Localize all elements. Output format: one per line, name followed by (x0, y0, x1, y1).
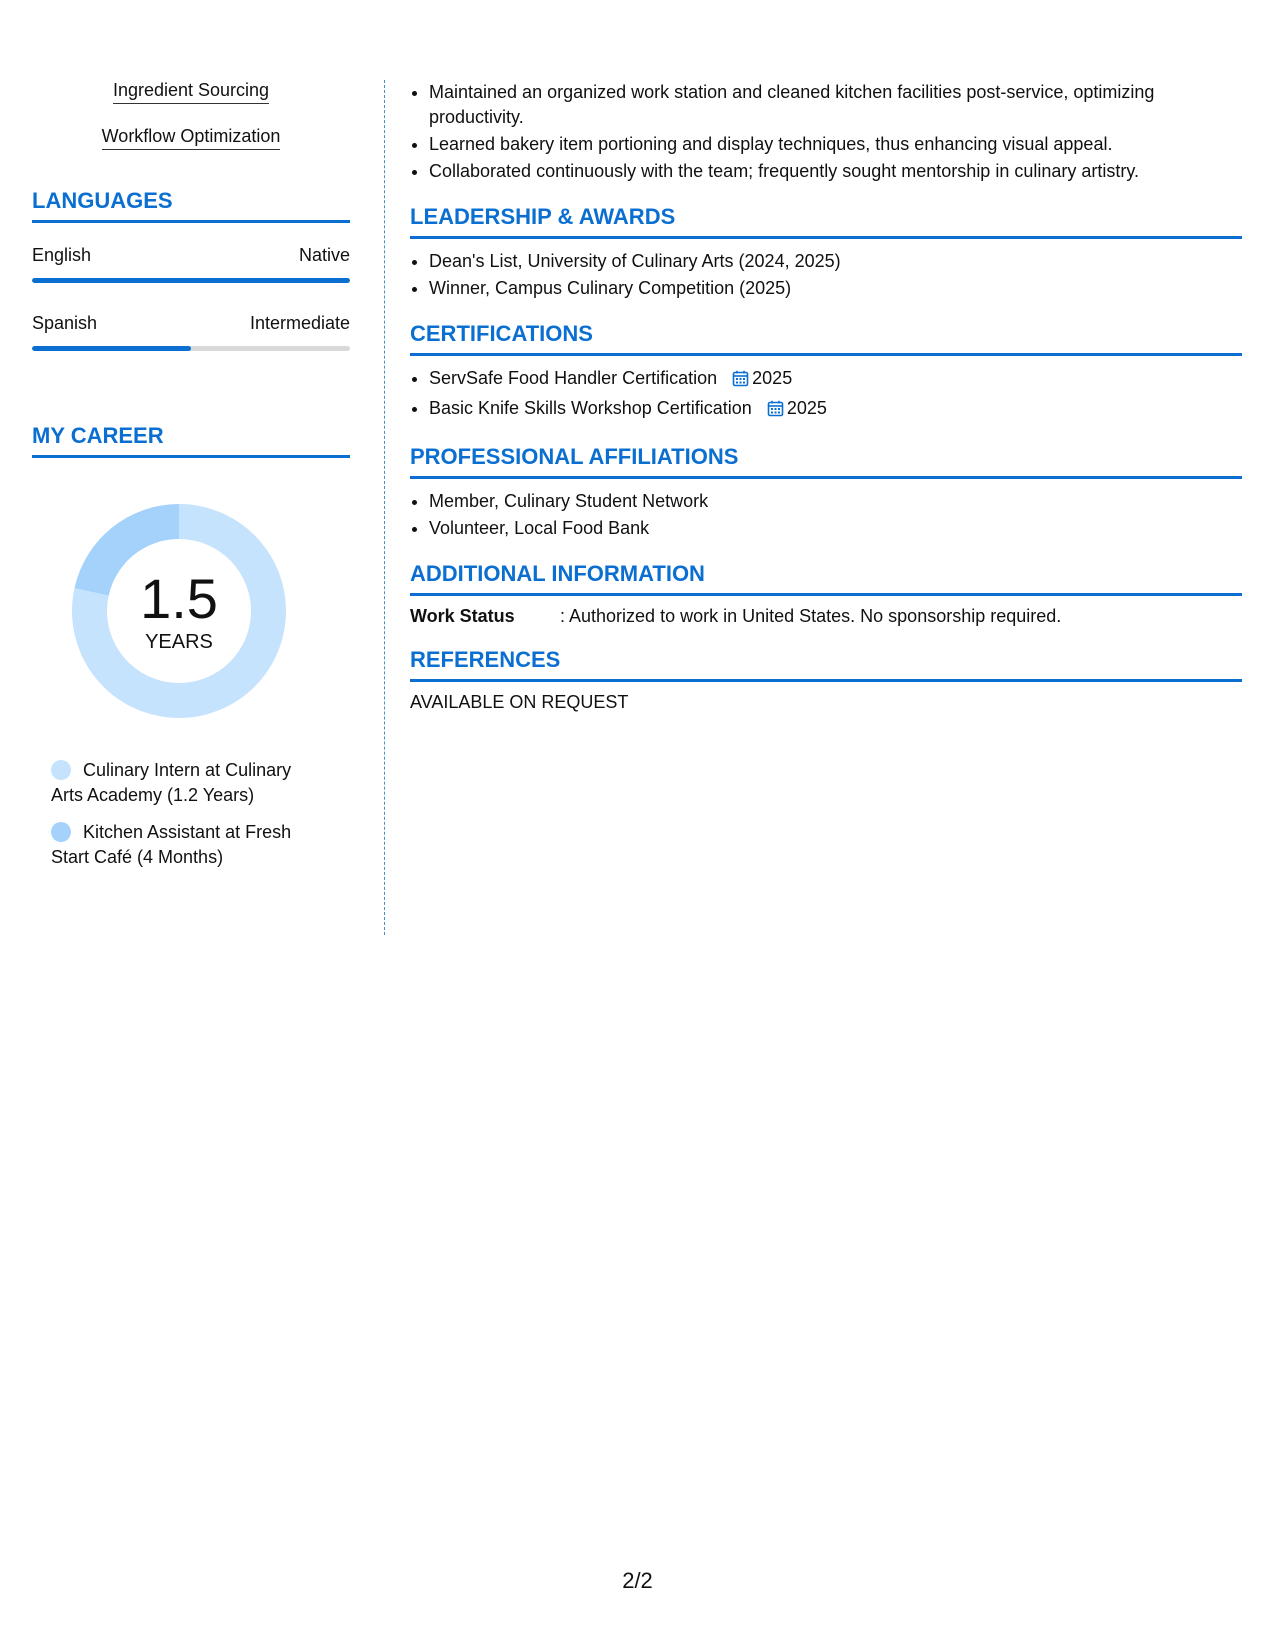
certification-name: Basic Knife Skills Workshop Certification (429, 398, 752, 418)
experience-bullets (410, 80, 1242, 184)
career-legend (51, 758, 321, 870)
leadership-section (410, 204, 1242, 301)
affiliations-heading: PROFESSIONAL AFFILIATIONS (410, 444, 1242, 479)
career-entry-label: Culinary Intern at Culinary Arts Academy (1.2 Years) (51, 760, 292, 805)
language-proficiency-fill (32, 346, 191, 351)
skill-tag (32, 126, 350, 150)
additional-info-section (410, 561, 1242, 627)
list-item: • Volunteer, Local Food Bank (429, 516, 1242, 541)
additional-info-heading: ADDITIONAL INFORMATION (410, 561, 1242, 596)
calendar-icon (732, 369, 749, 394)
language-name: Spanish (32, 313, 98, 333)
career-total-years: 1.5 (140, 566, 218, 630)
legend-dot-icon (51, 760, 71, 780)
certification-item (429, 396, 1242, 424)
career-section (32, 423, 350, 870)
list-item: • Maintained an organized work station and cleaned kitchen facilities post-service, optimizing productivity. (429, 80, 1242, 130)
languages-heading: LANGUAGES (32, 188, 350, 223)
legend-dot-icon (51, 822, 71, 842)
career-legend-item (51, 758, 321, 808)
language-proficiency-bar (32, 346, 350, 351)
sidebar (32, 80, 350, 882)
calendar-icon (767, 399, 784, 424)
language-name: English (32, 245, 92, 265)
skill-tag-label: Ingredient Sourcing (113, 80, 269, 104)
list-item: • Member, Culinary Student Network (429, 489, 1242, 514)
list-item: • Collaborated continuously with the team; frequently sought mentorship in culinary artistry. (429, 159, 1242, 184)
career-entry-label: Kitchen Assistant at Fresh Start Café (4 Months) (51, 822, 292, 867)
language-item (32, 313, 350, 351)
list-item: • Dean's List, University of Culinary Arts (2024, 2025) (429, 249, 1242, 274)
main-content (410, 80, 1242, 713)
certification-year: 2025 (786, 398, 827, 418)
career-donut-chart (66, 498, 292, 724)
list-item: • Learned bakery item portioning and display techniques, thus enhancing visual appeal. (429, 132, 1242, 157)
work-status-label: Work Status (410, 606, 515, 626)
languages-section (32, 188, 350, 351)
references-heading: REFERENCES (410, 647, 1242, 682)
references-section (410, 647, 1242, 713)
skill-tag (32, 80, 350, 104)
language-item (32, 245, 350, 283)
certification-item (429, 366, 1242, 394)
affiliations-section (410, 444, 1242, 541)
list-item: • Winner, Campus Culinary Competition (2025) (429, 276, 1242, 301)
career-legend-item (51, 820, 321, 870)
certifications-section (410, 321, 1242, 424)
language-level: Native (298, 245, 350, 265)
work-status-value: : Authorized to work in United States. No sponsorship required. (560, 606, 1062, 626)
certification-name: ServSafe Food Handler Certification (429, 368, 718, 388)
language-level: Intermediate (249, 313, 350, 333)
language-proficiency-bar (32, 278, 350, 283)
certifications-heading: CERTIFICATIONS (410, 321, 1242, 356)
career-heading: MY CAREER (32, 423, 350, 458)
leadership-heading: LEADERSHIP & AWARDS (410, 204, 1242, 239)
career-total-unit: YEARS (145, 630, 213, 653)
skill-tag-label: Workflow Optimization (102, 126, 281, 150)
language-proficiency-fill (32, 278, 350, 283)
page-number: 2/2 (622, 1568, 653, 1593)
column-divider (384, 80, 385, 935)
certification-year: 2025 (752, 368, 793, 388)
references-text: AVAILABLE ON REQUEST (410, 692, 629, 712)
